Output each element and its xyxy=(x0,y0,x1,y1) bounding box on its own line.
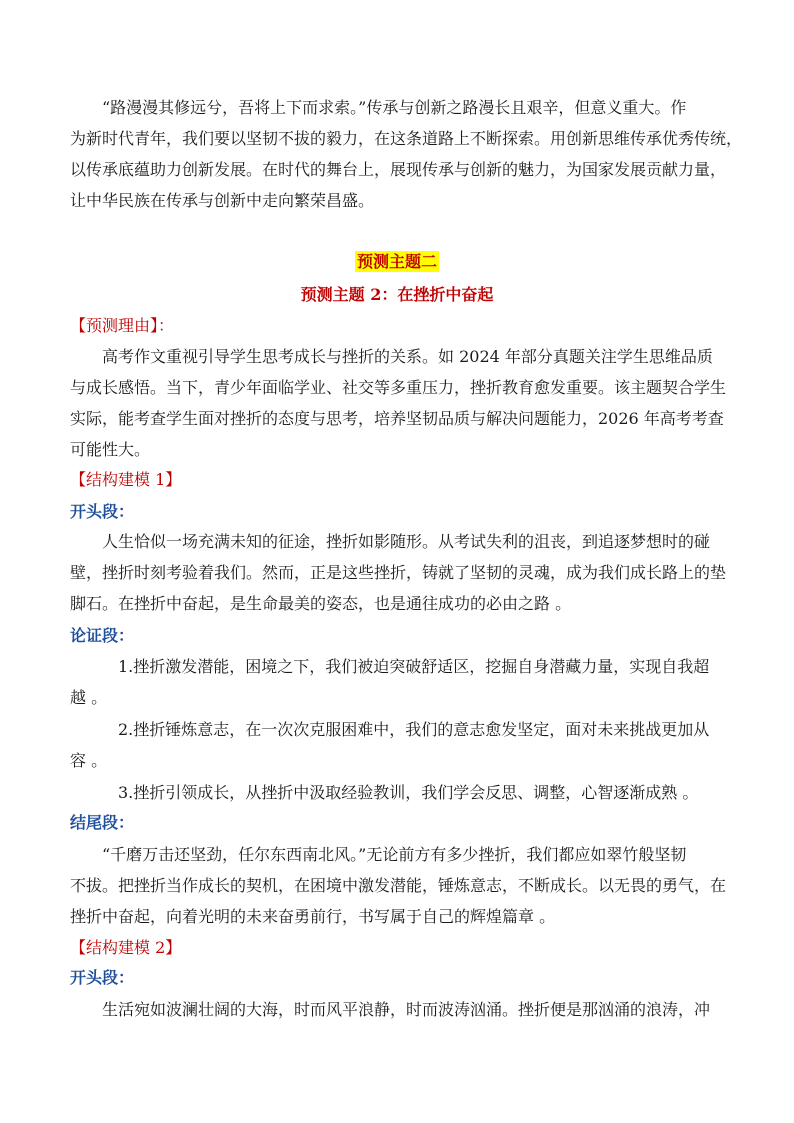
text-line: 以传承底蕴助力创新发展。在时代的舞台上，展现传承与创新的魅力，为国家发展贡献力量， xyxy=(70,160,727,179)
model1-point-1 xyxy=(70,651,730,713)
text-line: 3.挫折引领成长，从挫折中汲取经验教训，我们学会反思、调整，心智逐渐成熟 。 xyxy=(118,783,699,802)
text-line: 不拔。把挫折当作成长的契机，在困境中激发潜能，锤炼意志，不断成长。以无畏的勇气，在 xyxy=(70,876,727,895)
text-line: 可能性大。 xyxy=(70,440,151,459)
topic-title: 预测主题 2：在挫折中奋起 xyxy=(300,285,494,304)
model1-opening-paragraph xyxy=(70,526,730,619)
text-line: 让中华民族在传承与创新中走向繁荣昌盛。 xyxy=(70,191,375,210)
text-line: 高考作文重视引导学生思考成长与挫折的关系。如 2024 年部分真题关注学生思维品质 xyxy=(102,347,713,366)
model2-opening-label: 开头段： xyxy=(70,968,135,987)
reason-paragraph xyxy=(70,341,730,465)
model2-opening-paragraph xyxy=(70,994,730,1025)
text-line: 生活宛如波澜壮阔的大海，时而风平浪静，时而波涛汹涌。挫折便是那汹涌的浪涛，冲 xyxy=(102,1000,711,1019)
text-line: 1.挫折激发潜能，困境之下，我们被迫突破舒适区，挖掘自身潜藏力量，实现自我超 xyxy=(118,657,710,676)
model1-point-3 xyxy=(70,777,730,808)
text-line: 2.挫折锤炼意志，在一次次克服困难中，我们的意志愈发坚定，面对未来挑战更加从 xyxy=(118,720,710,739)
model2-label: 【结构建模 2】 xyxy=(70,938,182,957)
text-line: 与成长感悟。当下，青少年面临学业、社交等多重压力，挫折教育愈发重要。该主题契合学生 xyxy=(70,378,727,397)
text-line: 人生恰似一场充满未知的征途，挫折如影随形。从考试失利的沮丧，到追逐梦想时的碰 xyxy=(102,532,711,551)
text-line: 实际，能考查学生面对挫折的态度与思考，培养坚韧品质与解决问题能力，2026 年高考考查 xyxy=(70,409,724,428)
text-line: 挫折中奋起，向着光明的未来奋勇前行，书写属于自己的辉煌篇章 。 xyxy=(70,907,556,926)
text-line: “千磨万击还坚劲，任尔东西南北风。”无论前方有多少挫折，我们都应如翠竹般坚韧 xyxy=(102,845,687,864)
text-line: 容 。 xyxy=(70,751,108,770)
model1-ending-label: 结尾段： xyxy=(70,813,135,832)
model1-opening-label: 开头段： xyxy=(70,502,135,521)
text-line: 越 。 xyxy=(70,688,108,707)
model1-ending-paragraph xyxy=(70,839,730,932)
text-line: 为新时代青年，我们要以坚韧不拔的毅力，在这条道路上不断探索。用创新思维传承优秀传统， xyxy=(70,129,743,148)
topic-badge-row xyxy=(0,250,794,274)
text-line: 脚石。在挫折中奋起，是生命最美的姿态，也是通往成功的必由之路 。 xyxy=(70,594,572,613)
model1-argument-label: 论证段： xyxy=(70,626,135,645)
intro-paragraph xyxy=(70,92,743,216)
model1-label: 【结构建模 1】 xyxy=(70,470,182,489)
text-line: 壁，挫折时刻考验着我们。然而，正是这些挫折，铸就了坚韧的灵魂，成为我们成长路上的垫 xyxy=(70,563,727,582)
model1-point-2 xyxy=(70,714,730,776)
reason-label: 【预测理由】： xyxy=(70,316,175,335)
text-line: “路漫漫其修远兮，吾将上下而求索。”传承与创新之路漫长且艰辛，但意义重大。作 xyxy=(102,98,687,117)
topic-badge: 预测主题二 xyxy=(356,252,437,271)
